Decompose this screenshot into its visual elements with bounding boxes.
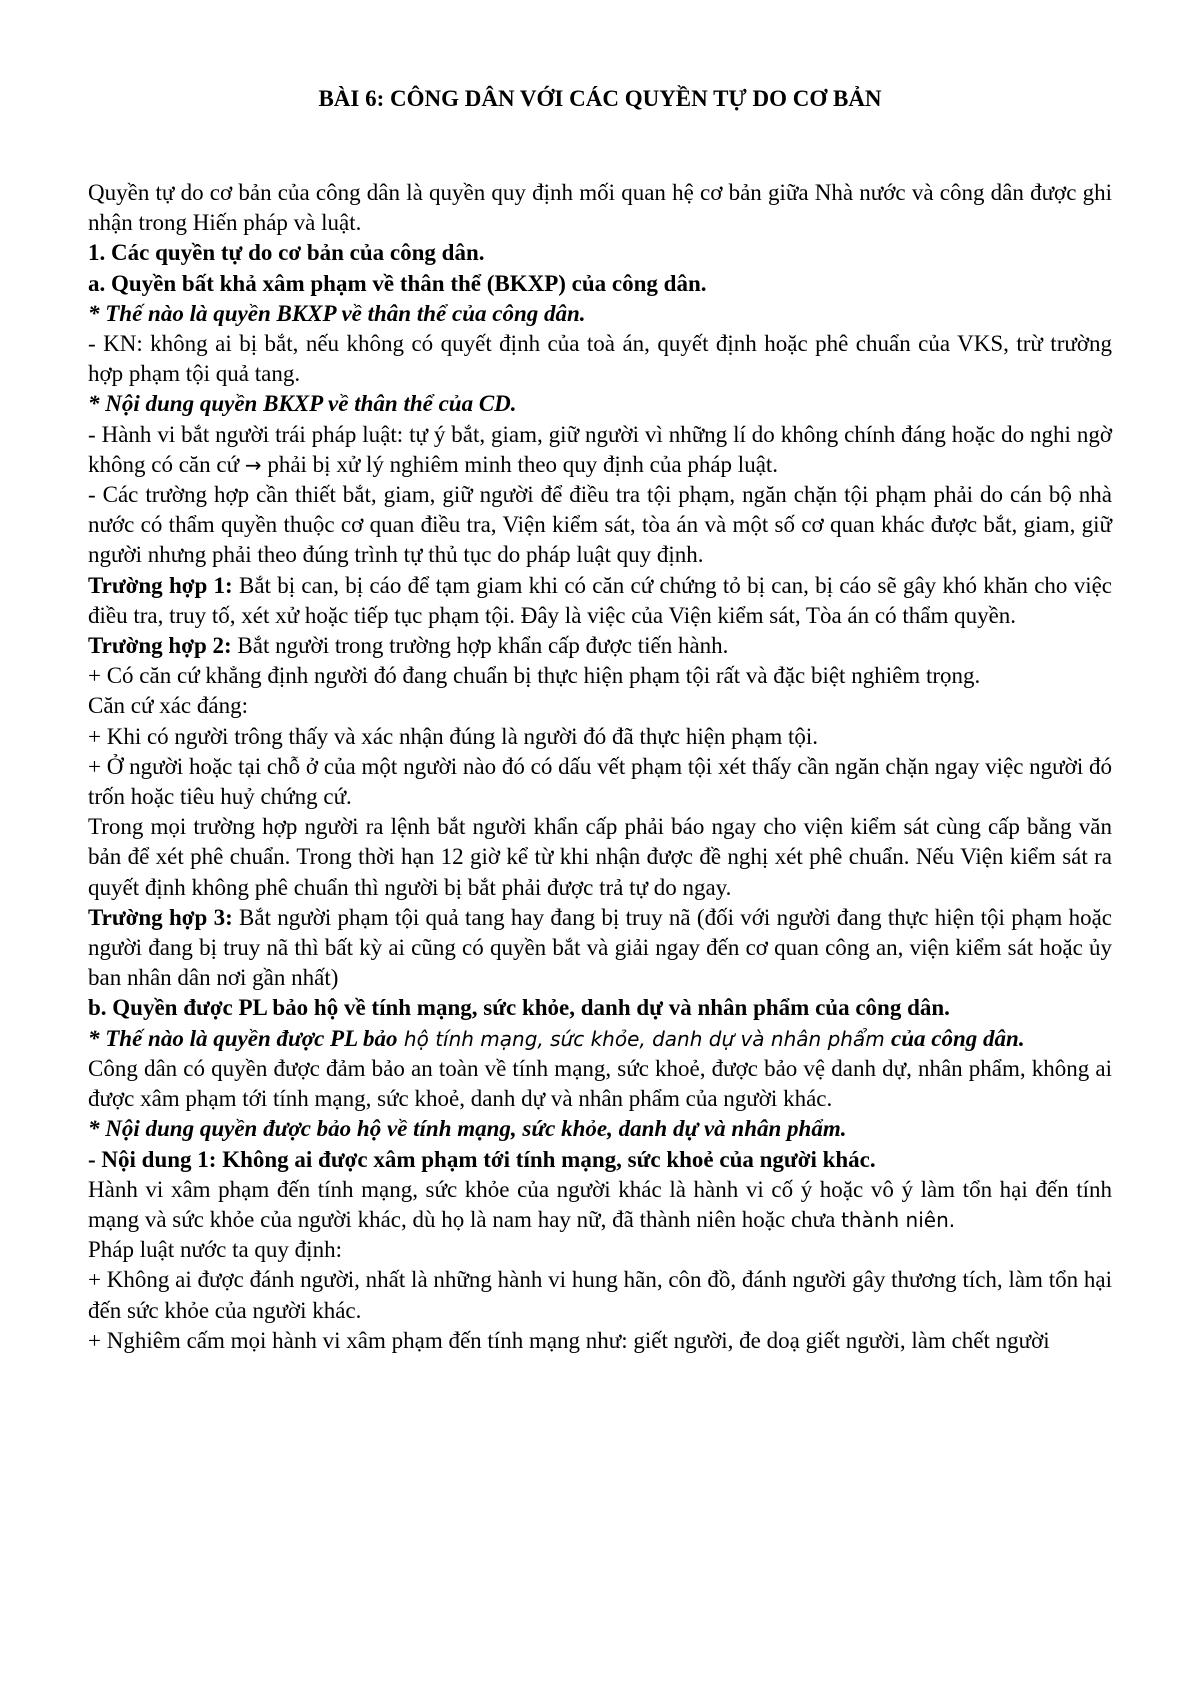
section-heading-a: a. Quyền bất khả xâm phạm về thân thể (BKXP) của công dân. <box>88 270 707 296</box>
case-3-label: Trường hợp 3: <box>88 904 233 930</box>
definition-paragraph: - KN: không ai bị bắt, nếu không có quyết định của toà án, quyết định hoặc phê chuẩn của VKS, trừ trường hợp phạm tội quả tang. <box>88 331 1112 387</box>
list-item: + Khi có người trông thấy và xác nhận đúng là người đó đã thực hiện phạm tội. <box>88 723 819 749</box>
list-item: + Không ai được đánh người, nhất là những hành vi hung hãn, côn đồ, đánh người gây thương tích, làm tổn hại đến sức khỏe của người khác. <box>88 1267 1112 1323</box>
case-2-text: Bắt người trong trường hợp khẩn cấp được tiến hành. <box>231 633 729 659</box>
case-3-paragraph <box>88 903 1112 994</box>
section-heading-1: 1. Các quyền tự do cơ bản của công dân. <box>88 240 485 266</box>
page-title: BÀI 6: CÔNG DÂN VỚI CÁC QUYỀN TỰ DO CƠ BẢN <box>318 86 882 111</box>
subheading-b1-part3: của công dân. <box>891 1025 1025 1051</box>
subheading-b1-part1: * Thế nào là quyền được PL bảo <box>88 1025 398 1051</box>
document-body <box>88 178 1112 1356</box>
citizen-rights-paragraph: Công dân có quyền được đảm bảo an toàn về tính mạng, sức khoẻ, được bảo vệ danh dự, nhân phẩm, không ai được xâm phạm tới tính mạng, sức khoẻ, danh dự và nhân phẩm của người khác. <box>88 1055 1112 1112</box>
illegal-arrest-paragraph <box>88 420 1112 480</box>
list-item: + Có căn cứ khẳng định người đó đang chuẩn bị thực hiện phạm tội rất và đặc biệt nghiêm trọng. <box>88 663 981 689</box>
illegal-arrest-text-1: - Hành vi bắt người trái pháp luật: tự ý bắt, giam, giữ người vì những lí do không chính đáng hoặc do nghi ngờ không có căn cứ <box>88 421 1112 477</box>
content-1-paragraph <box>88 1175 1112 1235</box>
arrow-right-icon: → <box>244 452 262 477</box>
subheading-b1-part2: hộ tính mạng, sức khỏe, danh dự và nhân phẩm <box>397 1026 892 1051</box>
law-provisions-label: Pháp luật nước ta quy định: <box>88 1237 342 1263</box>
case-2-label: Trường hợp 2: <box>88 633 232 659</box>
case-1-paragraph <box>88 571 1112 631</box>
emergency-notice-paragraph: Trong mọi trường hợp người ra lệnh bắt người khẩn cấp phải báo ngay cho viện kiểm sát cùng cấp bằng văn bản để xét phê chuẩn. Trong thời hạn 12 giờ kể từ khi nhận được đề nghị xét phê chuẩn. Nếu Viện kiểm sát ra quyết định không phê chuẩn thì người bị bắt phải được trả tự do ngay. <box>88 814 1112 900</box>
illegal-arrest-text-2: phải bị xử lý nghiêm minh theo quy định của pháp luật. <box>261 451 779 477</box>
section-heading-b: b. Quyền được PL bảo hộ về tính mạng, sức khỏe, danh dự và nhân phẩm của công dân. <box>88 995 950 1021</box>
case-1-text: Bắt bị can, bị cáo để tạm giam khi có căn cứ chứng tỏ bị can, bị cáo sẽ gây khó khăn cho việc điều tra, truy tố, xét xử hoặc tiếp tục phạm tội. Đây là việc của Viện kiểm sát, Tòa án có thẩm quyền. <box>88 572 1112 628</box>
case-3-text: Bắt người phạm tội quả tang hay đang bị truy nã (đối với người đang thực hiện tội phạm hoặc người đang bị truy nã thì bất kỳ ai cũng có quyền bắt và giải ngay đến cơ quan công an, viện kiểm sát hoặc ủy ban nhân dân nơi gần nhất) <box>88 904 1112 991</box>
necessary-cases-paragraph: - Các trường hợp cần thiết bắt, giam, giữ người để điều tra tội phạm, ngăn chặn tội phạm phải do cán bộ nhà nước có thẩm quyền thuộc cơ quan điều tra, Viện kiểm sát, tòa án và một số cơ quan khác được bắt, giam, giữ người nhưng phải theo đúng trình tự thủ tục do pháp luật quy định. <box>88 482 1112 568</box>
grounds-label: Căn cứ xác đáng: <box>88 693 248 719</box>
content-1-text-2: thành niên. <box>841 1207 956 1232</box>
case-2-paragraph <box>88 631 1112 661</box>
case-1-label: Trường hợp 1: <box>88 572 233 598</box>
intro-paragraph: Quyền tự do cơ bản của công dân là quyền quy định mối quan hệ cơ bản giữa Nhà nước và công dân được ghi nhận trong Hiến pháp và luật. <box>88 180 1112 236</box>
subheading-a1: * Thế nào là quyền BKXP về thân thể của công dân. <box>88 300 586 326</box>
content-1-text-1: Hành vi xâm phạm đến tính mạng, sức khỏe của người khác là hành vi cố ý hoặc vô ý làm tổn hại đến tính mạng và sức khỏe của người khác, dù họ là nam hay nữ, đã thành niên hoặc chưa <box>88 1176 1112 1232</box>
subheading-b2: * Nội dung quyền được bảo hộ về tính mạng, sức khỏe, danh dự và nhân phẩm. <box>88 1116 847 1142</box>
list-item: + Nghiêm cấm mọi hành vi xâm phạm đến tính mạng như: giết người, đe doạ giết người, làm chết người <box>88 1327 1050 1353</box>
subheading-a2: * Nội dung quyền BKXP về thân thể của CD. <box>88 391 517 417</box>
list-item: + Ở người hoặc tại chỗ ở của một người nào đó có dấu vết phạm tội xét thấy cần ngăn chặn ngay việc người đó trốn hoặc tiêu huỷ chứng cứ. <box>88 753 1112 810</box>
content-1-heading: - Nội dung 1: Không ai được xâm phạm tới tính mạng, sức khoẻ của người khác. <box>88 1146 876 1172</box>
subheading-b1 <box>88 1024 1112 1054</box>
